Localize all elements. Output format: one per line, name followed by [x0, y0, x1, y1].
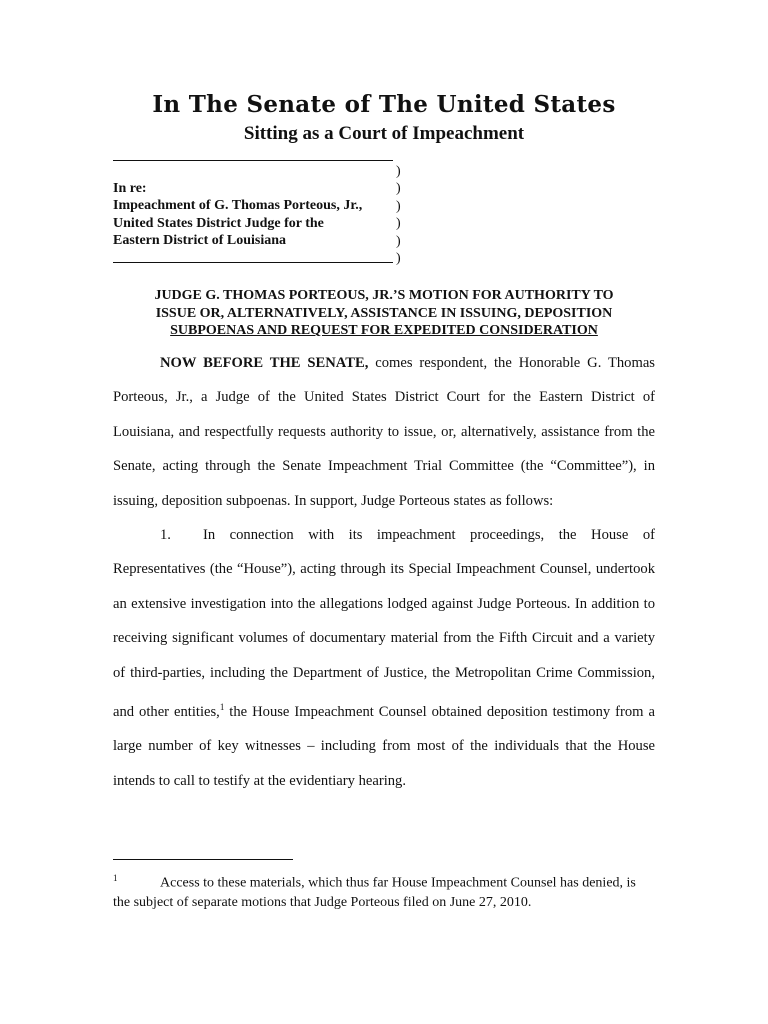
- intro-lead: NOW BEFORE THE SENATE,: [160, 355, 369, 371]
- court-title: In The Senate of The United States: [152, 91, 616, 118]
- caption-line-district: Eastern District of Louisiana: [113, 233, 287, 249]
- footnote-marker: 1: [113, 873, 118, 883]
- footnote: [113, 869, 653, 912]
- intro-text: comes respondent, the Honorable G. Thomas Porteous, Jr., a Judge of the United States District Court for the Eastern District of Louisiana, and respectfully requests authority to issue, or, alternatively, assistance from the Senate, acting through the Senate Impeachment Trial Committee (the “Committee”), in issuing, deposition subpoenas. In support, Judge Porteous states as follows:: [113, 355, 655, 509]
- footnote-reference[interactable]: 1: [219, 702, 225, 713]
- caption-bottom-rule: [113, 262, 393, 263]
- motion-title-line-1: JUDGE G. THOMAS PORTEOUS, JR.’S MOTION FOR AUTHORITY TO: [154, 288, 614, 303]
- footnote-text: Access to these materials, which thus far House Impeachment Counsel has denied, is the subject of separate motions that Judge Porteous filed on June 27, 2010.: [113, 875, 636, 910]
- caption-top-rule: [113, 160, 393, 161]
- motion-title: [110, 287, 658, 340]
- caption-line-in-re: In re:: [113, 181, 147, 196]
- motion-title-line-2: ISSUE OR, ALTERNATIVELY, ASSISTANCE IN ISSUING, DEPOSITION: [155, 305, 613, 321]
- caption-parentheses: ) ) ) ) ) ): [396, 164, 401, 267]
- caption-line-office: United States District Judge for the: [113, 215, 324, 231]
- motion-title-line-3: SUBPOENAS AND REQUEST FOR EXPEDITED CONSIDERATION: [170, 323, 598, 338]
- paragraph-1-text-a: In connection with its impeachment proceedings, the House of Representatives (the “House”), acting through its Special Impeachment Counsel, undertook an extensive investigation into the allegations lodged against Judge Porteous. In addition to receiving significant volumes of documentary material from the Fifth Circuit and a variety of third-parties, including the Department of Justice, the Metropolitan Crime Commission, and other entities,: [113, 527, 655, 720]
- paragraph-1-text-b: the House Impeachment Counsel obtained deposition testimony from a large number of key witnesses – including from most of the individuals that the House intends to call to testify at the evidentiary hearing.: [113, 703, 655, 789]
- intro-paragraph: [113, 346, 655, 518]
- court-subtitle: Sitting as a Court of Impeachment: [243, 123, 525, 144]
- caption-lines: [113, 180, 362, 250]
- caption-line-respondent: Impeachment of G. Thomas Porteous, Jr.,: [113, 198, 363, 214]
- numbered-paragraph-1: [113, 518, 655, 798]
- footnote-separator: [113, 859, 293, 860]
- paragraph-number: 1.: [160, 527, 171, 543]
